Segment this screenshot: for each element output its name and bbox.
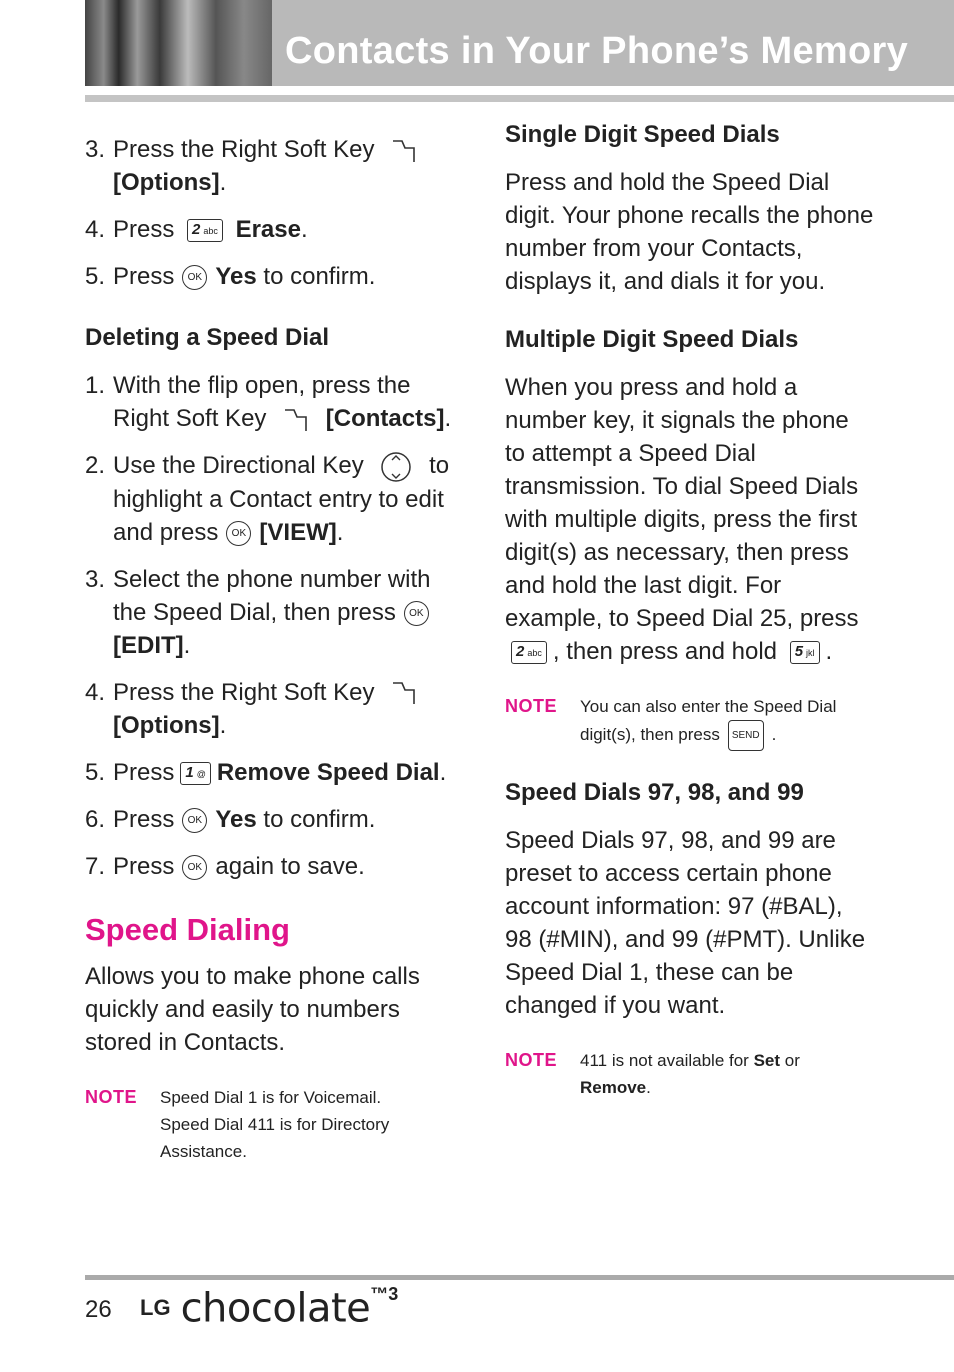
single-digit-heading: Single Digit Speed Dials [505,121,780,148]
top-rule [85,95,954,102]
del-step-1: 1. With the flip open, press the Right Soft Key [Contacts]. [85,372,452,432]
speed-dials-97-heading: Speed Dials 97, 98, and 99 [505,779,804,806]
page-title: Contacts in Your Phone’s Memory [285,30,909,72]
note-send: NOTE You can also enter the Speed Dial digit(s), then press SEND . [505,693,875,751]
multi-digit-text: When you press and hold a number key, it signals the phone to attempt a Speed Dial transmission. To dial Speed Dials with multiple digits, press the first digit(s) as necessary, then press and hold the last digit. For example, to Speed Dial 25, press 2 abc , then press and hold 5 jkl . [505,374,859,665]
left-column [85,133,455,1185]
speed-dials-97-text: Speed Dials 97, 98, and 99 are preset to access certain phone account information: 97 (#BAL), 98 (#MIN), and 99 (#PMT). Unlike Speed Dial 1, these can be changed if you want. [505,827,866,1019]
single-digit-text: Press and hold the Speed Dial digit. Your phone recalls the phone number from your Contacts, displays it, and dials it for you. [505,169,874,295]
note-voicemail: NOTE Speed Dial 1 is for Voicemail. Speed Dial 411 is for Directory Assistance. [85,1086,390,1161]
ok-key-icon: OK [182,808,207,833]
step-4-erase: 4. Press 2 abc Erase. [85,216,308,243]
step-3-options: 3. Press the Right Soft Key [Options]. [85,133,455,199]
right-soft-key-icon [283,407,309,433]
ok-key-icon: OK [404,601,429,626]
bottom-rule [85,1275,954,1280]
right-soft-key-icon [391,680,417,706]
directional-key-icon [380,451,412,483]
deleting-heading: Deleting a Speed Dial [85,324,330,351]
del-step-6: 6. Press OK Yes to confirm. [85,805,376,833]
del-step-2: 2. Use the Directional Key to highlight a Contact entry to edit and press OK [VIEW]. [85,452,450,546]
right-soft-key-icon [391,138,417,164]
del-step-7: 7. Press OK again to save. [85,852,365,880]
ok-key-icon: OK [182,855,207,880]
multi-digit-heading: Multiple Digit Speed Dials [505,326,799,353]
key-1-voicemail-icon: 1 @ [180,762,210,785]
ok-key-icon: OK [226,521,251,546]
note-411: NOTE 411 is not available for Set or Remove. [505,1050,800,1097]
header-photo [85,0,272,86]
key-2-icon: 2 abc [511,641,547,664]
right-column [505,113,875,1121]
speed-dialing-text: Allows you to make phone calls quickly and easily to numbers stored in Contacts. [85,962,420,1056]
step-5-confirm: 5. Press OK Yes to confirm. [85,263,376,290]
key-2-icon: 2 abc [187,219,223,242]
speed-dialing-heading: Speed Dialing [85,911,290,947]
brand-logo: LG chocolate$^{™3}$ [140,1284,399,1332]
send-key-icon: SEND [728,720,764,751]
del-step-3: 3. Select the phone number with the Speed Dial, then press OK [EDIT]. [85,565,431,659]
key-5-icon: 5 jkl [790,641,820,664]
ok-key-icon: OK [182,265,207,290]
del-step-5: 5. Press 1 @ Remove Speed Dial. [85,758,447,786]
page-number: 26 [85,1296,112,1323]
del-step-4: 4. Press the Right Soft Key [Options]. [85,676,455,742]
